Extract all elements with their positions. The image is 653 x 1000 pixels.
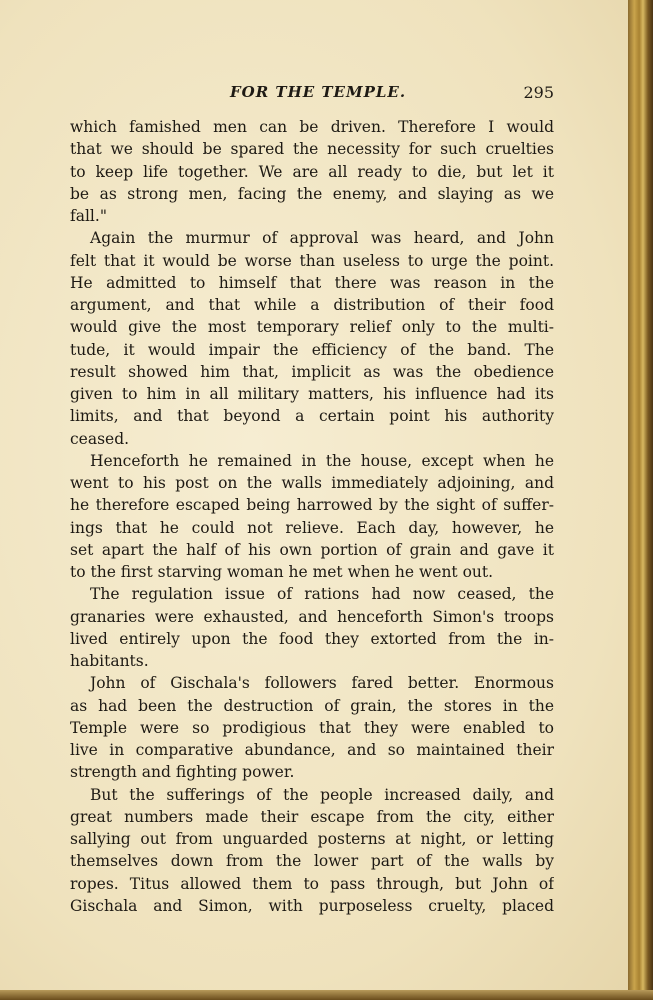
text-line: Gischala and Simon, with purposeless cruelty, placed <box>70 896 554 915</box>
text-line: habitants. <box>70 652 149 670</box>
text-line: strength and fighting power. <box>70 763 295 782</box>
page-edge <box>628 0 653 1000</box>
text-line: given to him in all military matters, his influence had its <box>70 385 554 403</box>
text-line: fall." <box>70 207 107 225</box>
text-line: themselves down from the lower part of the walls by <box>70 852 554 871</box>
text-line: argument, and that while a distribution of their food <box>70 296 554 314</box>
page-number: 295 <box>523 83 554 102</box>
text-line: ropes. Titus allowed them to pass through, but John of <box>70 874 554 893</box>
text-line: tude, it would impair the efficiency of the band. The <box>70 340 554 359</box>
text-line: ings that he could not relieve. Each day, however, he <box>70 518 554 537</box>
text-line: John of Gischala's followers fared better. Enormous <box>90 674 554 693</box>
running-title: FOR THE TEMPLE. <box>230 83 407 101</box>
text-line: to keep life together. We are all ready to die, but let it <box>70 162 554 181</box>
text-line: felt that it would be worse than useless to urge the point. <box>70 251 554 270</box>
text-line: Henceforth he remained in the house, except when he <box>90 451 554 470</box>
text-line: He admitted to himself that there was reason in the <box>70 273 554 292</box>
text-line: as had been the destruction of grain, the stores in the <box>70 696 554 715</box>
text-line: Temple were so prodigious that they were enabled to <box>70 718 554 737</box>
text-line: limits, and that beyond a certain point his authority <box>70 407 554 426</box>
text-line: sallying out from unguarded posterns at night, or letting <box>70 830 554 848</box>
page-bottom-edge <box>0 990 653 1000</box>
text-line: set apart the half of his own portion of grain and gave it <box>70 540 554 559</box>
text-line: would give the most temporary relief only to the multi- <box>70 318 554 337</box>
text-line: be as strong men, facing the enemy, and slaying as we <box>70 184 554 203</box>
text-line: result showed him that, implicit as was the obedience <box>70 362 554 381</box>
body-text <box>70 116 554 917</box>
text-line: that we should be spared the necessity for such cruelties <box>70 140 554 159</box>
text-line: ceased. <box>70 429 130 448</box>
text-line: lived entirely upon the food they extorted from the in- <box>70 629 554 648</box>
text-line: to the first starving woman he met when he went out. <box>70 563 494 581</box>
text-line: which famished men can be driven. Therefore I would <box>70 118 554 136</box>
text-line: The regulation issue of rations had now ceased, the <box>90 585 554 604</box>
running-header <box>70 83 554 105</box>
text-line: Again the murmur of approval was heard, and John <box>90 229 554 248</box>
text-line: granaries were exhausted, and henceforth Simon's troops <box>70 607 554 626</box>
text-line: great numbers made their escape from the city, either <box>70 807 554 826</box>
text-line: went to his post on the walls immediately adjoining, and <box>70 474 554 492</box>
text-line: live in comparative abundance, and so maintained their <box>70 741 554 759</box>
text-line: he therefore escaped being harrowed by the sight of suffer- <box>70 496 554 515</box>
text-line: But the sufferings of the people increased daily, and <box>90 785 554 804</box>
